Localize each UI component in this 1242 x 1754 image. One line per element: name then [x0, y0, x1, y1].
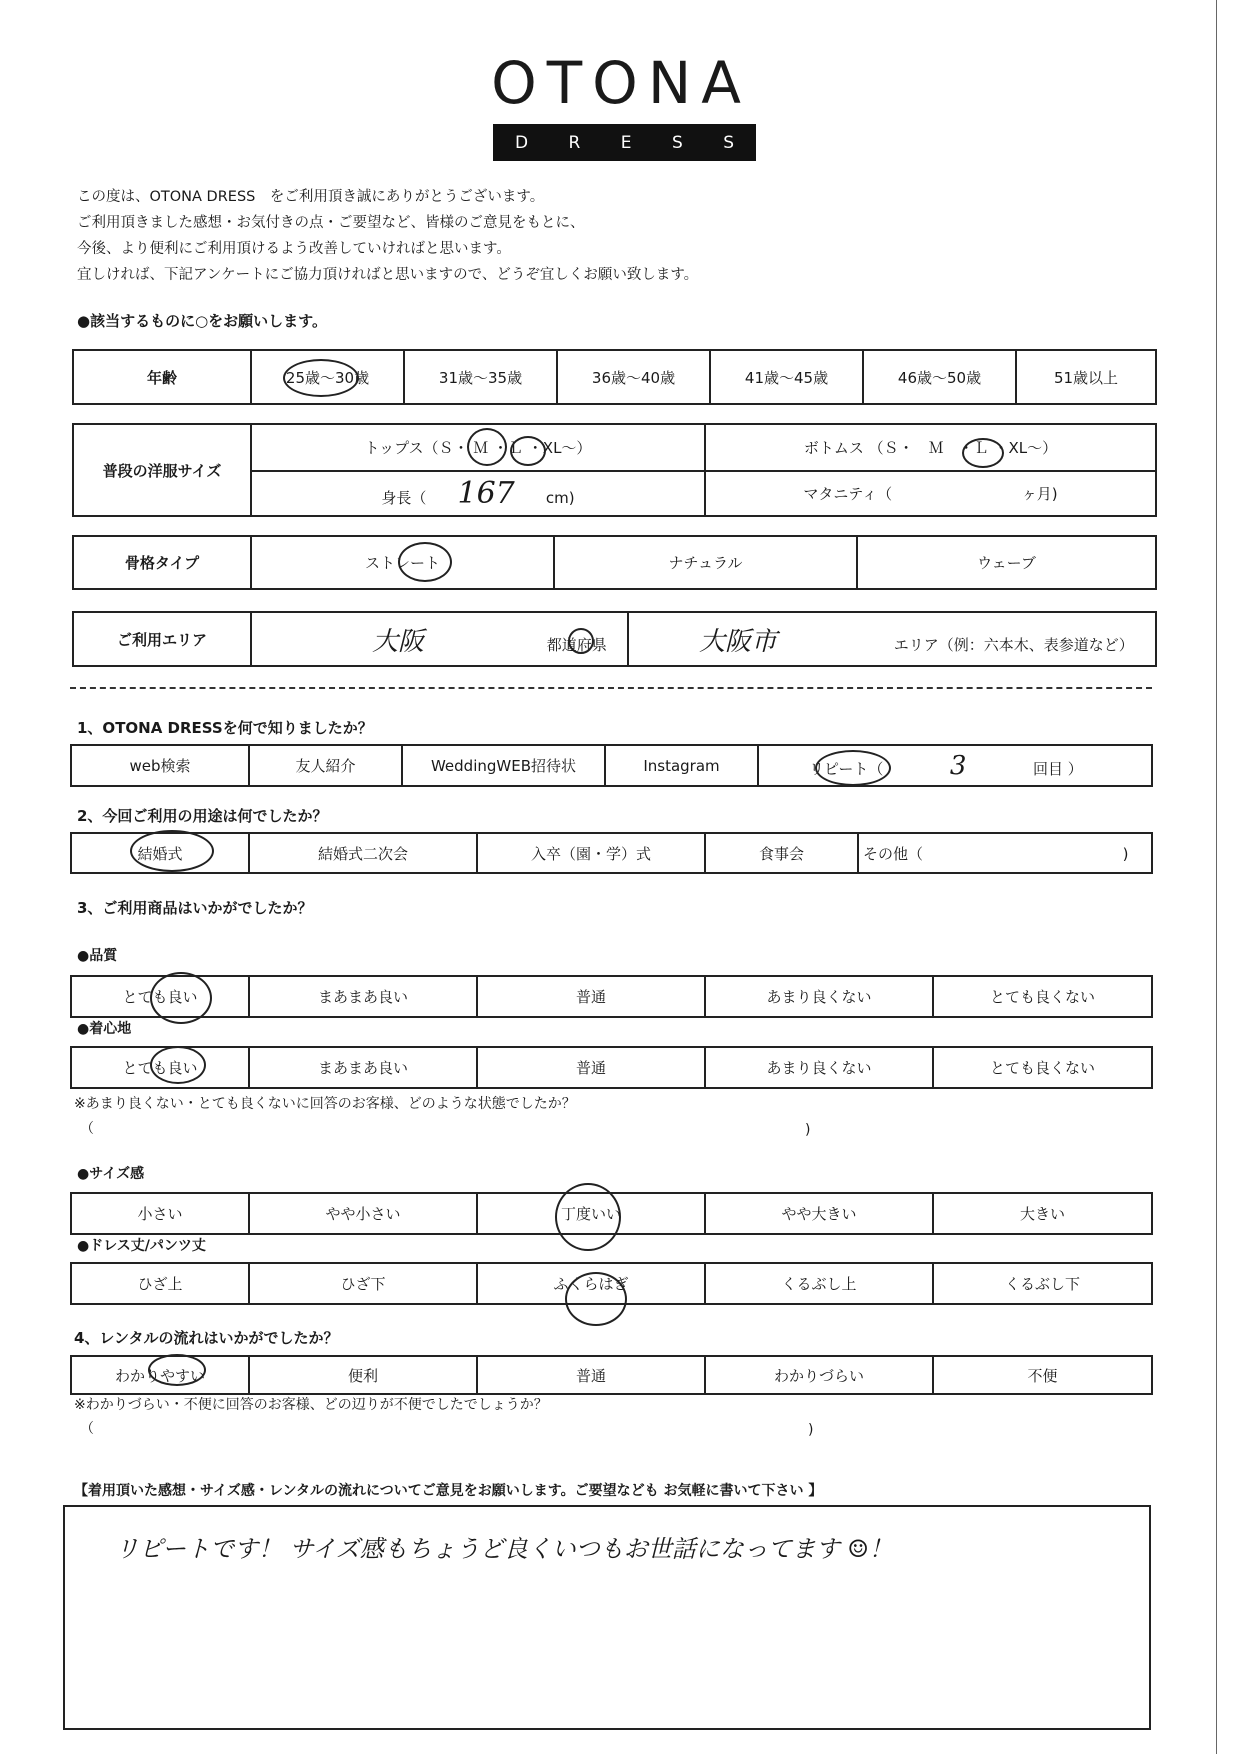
- comfort-label: ●着心地: [77, 1021, 132, 1037]
- selection-circle: [467, 428, 507, 466]
- prefecture-suffix: 都道府県: [546, 635, 607, 654]
- fit-option[interactable]: 丁度いい: [477, 1193, 705, 1234]
- q2-title: 2、今回ご利用の用途は何でしたか？: [77, 807, 328, 825]
- quality-label: ●品質: [77, 948, 118, 964]
- body-type-table: [72, 535, 1157, 590]
- fit-option[interactable]: 大きい: [933, 1193, 1152, 1234]
- fit-option[interactable]: 小さい: [71, 1193, 249, 1234]
- size-label: 普段の洋服サイズ: [73, 424, 251, 516]
- city-value: 大阪市: [699, 626, 778, 657]
- length-option[interactable]: くるぶし上: [705, 1263, 933, 1304]
- brand-logo-word: OTONA: [491, 49, 751, 117]
- logo-letter: S: [671, 132, 683, 153]
- prefecture-value: 大阪: [372, 626, 425, 657]
- q4-option[interactable]: 普通: [477, 1356, 705, 1394]
- intro-line: この度は、OTONA DRESS をご利用頂き誠にありがとうございます。: [77, 189, 545, 205]
- quality-option[interactable]: 普通: [477, 976, 705, 1017]
- selection-circle: [150, 1046, 206, 1084]
- q3-title: 3、ご利用商品はいかがでしたか？: [77, 899, 313, 917]
- q2-option[interactable]: 結婚式二次会: [249, 833, 477, 873]
- logo-letter: D: [515, 132, 529, 153]
- area-hint: エリア（例：六本木、表参道など）: [893, 635, 1134, 654]
- other-label: その他（: [863, 844, 924, 863]
- logo-letter: S: [723, 132, 734, 153]
- free-comment-answer: リピートです！ サイズ感もちょうど良くいつもお世話になってます ☺！: [115, 1535, 893, 1563]
- maternity-label: マタニティ（: [803, 485, 893, 503]
- paren-close: ): [808, 1422, 814, 1438]
- comfort-table: [70, 1046, 1153, 1089]
- q2-option[interactable]: 結婚式: [71, 833, 249, 873]
- age-option[interactable]: 36歳～40歳: [557, 350, 710, 404]
- length-label: ●ドレス丈/パンツ丈: [77, 1238, 206, 1254]
- logo-letter: R: [568, 132, 581, 153]
- paren-open: （: [80, 1121, 94, 1137]
- brand-logo-bar: [493, 124, 756, 161]
- selection-circle: [148, 1354, 206, 1386]
- q1-option[interactable]: 友人紹介: [249, 745, 402, 786]
- age-option[interactable]: 31歳～35歳: [404, 350, 557, 404]
- q4-option[interactable]: わかりづらい: [705, 1356, 933, 1394]
- comfort-option[interactable]: あまり良くない: [705, 1047, 933, 1088]
- q3-note: ※あまり良くない・とても良くないに回答のお客様、どのような状態でしたか？: [74, 1096, 576, 1112]
- repeat-count: 3: [949, 750, 967, 781]
- body-type-option[interactable]: ナチュラル: [554, 536, 857, 589]
- select-heading: ●該当するものに○をお願いします。: [77, 312, 327, 330]
- age-table: [72, 349, 1157, 405]
- height-value: 167: [457, 476, 515, 511]
- intro-line: 宜しければ、下記アンケートにご協力頂ければと思いますので、どうぞ宜しくお願い致します。: [77, 267, 699, 283]
- q4-option[interactable]: 便利: [249, 1356, 477, 1394]
- q2-option[interactable]: 食事会: [705, 833, 858, 873]
- selection-circle: [555, 1183, 621, 1251]
- free-heading: 【着用頂いた感想・サイズ感・レンタルの流れについてご意見をお願いします。ご要望なども お気軽に書いて下さい 】: [74, 1483, 823, 1499]
- selection-circle: [962, 438, 1004, 468]
- selection-circle: [283, 359, 359, 397]
- quality-option[interactable]: とても良い: [71, 976, 249, 1017]
- height-label: 身長（: [381, 489, 427, 507]
- paren-close: ): [805, 1122, 811, 1138]
- quality-table: [70, 975, 1153, 1018]
- q1-option[interactable]: web検索: [71, 745, 249, 786]
- intro-line: 今後、より便利にご利用頂けるよう改善していければと思います。: [77, 241, 511, 257]
- q4-note: ※わかりづらい・不便に回答のお客様、どの辺りが不便でしたでしょうか？: [74, 1397, 548, 1413]
- repeat-label: リピート（: [809, 759, 884, 778]
- paren-open: （: [80, 1421, 94, 1437]
- bottoms-size[interactable]: ボトムス （Ｓ・ Ｍ ・Ｌ ・XL～）: [705, 424, 1156, 471]
- q4-option[interactable]: 不便: [933, 1356, 1152, 1394]
- body-type-option[interactable]: ウェーブ: [857, 536, 1156, 589]
- q2-option[interactable]: 入卒（園・学）式: [477, 833, 705, 873]
- comfort-option[interactable]: とても良い: [71, 1047, 249, 1088]
- length-option[interactable]: ふくらはぎ: [477, 1263, 705, 1304]
- logo-letter: E: [620, 132, 632, 153]
- q1-option[interactable]: WeddingWEB招待状: [402, 745, 605, 786]
- age-option[interactable]: 41歳～45歳: [710, 350, 863, 404]
- comfort-option[interactable]: とても良くない: [933, 1047, 1152, 1088]
- free-comment-box[interactable]: [63, 1505, 1151, 1730]
- selection-circle: [130, 830, 214, 872]
- selection-circle: [150, 972, 212, 1024]
- intro-line: ご利用頂きました感想・お気付きの点・ご要望など、皆様のご意見をもとに、: [77, 215, 585, 231]
- scan-edge-line: [1216, 0, 1217, 1754]
- comfort-option[interactable]: 普通: [477, 1047, 705, 1088]
- q2-option-other[interactable]: [858, 833, 1152, 873]
- repeat-suffix: 回目 ）: [1032, 759, 1083, 778]
- maternity-unit: ヶ月): [1021, 485, 1058, 503]
- maternity-field[interactable]: [705, 471, 1156, 516]
- area-table: [72, 611, 1157, 667]
- intro-text: [77, 184, 698, 288]
- q1-title: 1、OTONA DRESSを何で知りましたか？: [77, 719, 373, 737]
- area-label: ご利用エリア: [73, 612, 251, 666]
- length-option[interactable]: ひざ上: [71, 1263, 249, 1304]
- q2-table: [70, 832, 1153, 874]
- age-option[interactable]: 46歳～50歳: [863, 350, 1016, 404]
- q1-option[interactable]: Instagram: [605, 745, 758, 786]
- length-option[interactable]: くるぶし下: [933, 1263, 1152, 1304]
- q4-table: [70, 1355, 1153, 1395]
- length-option[interactable]: ひざ下: [249, 1263, 477, 1304]
- tops-size[interactable]: トップス（Ｓ・ Ｍ ・Ｌ ・XL～）: [251, 424, 705, 471]
- height-field[interactable]: [251, 471, 705, 516]
- body-type-option[interactable]: ストレート: [251, 536, 554, 589]
- selection-circle: [565, 1272, 627, 1326]
- fit-option[interactable]: やや大きい: [705, 1193, 933, 1234]
- quality-option[interactable]: まあまあ良い: [249, 976, 477, 1017]
- selection-circle: [510, 436, 546, 466]
- fit-label: ●サイズ感: [77, 1166, 145, 1182]
- quality-option[interactable]: あまり良くない: [705, 976, 933, 1017]
- selection-circle: [815, 750, 891, 786]
- q4-title: 4、レンタルの流れはいかがでしたか？: [74, 1329, 339, 1347]
- size-table: [72, 423, 1157, 517]
- q4-option[interactable]: わかりやすい: [71, 1356, 249, 1394]
- section-divider: [70, 687, 1152, 689]
- comfort-option[interactable]: まあまあ良い: [249, 1047, 477, 1088]
- body-type-label: 骨格タイプ: [73, 536, 251, 589]
- selection-circle: [568, 628, 594, 654]
- age-option[interactable]: 25歳～30歳: [251, 350, 404, 404]
- selection-circle: [398, 542, 452, 582]
- quality-option[interactable]: とても良くない: [933, 976, 1152, 1017]
- other-close: ): [1122, 844, 1129, 863]
- age-label: 年齢: [73, 350, 251, 404]
- fit-option[interactable]: やや小さい: [249, 1193, 477, 1234]
- age-option[interactable]: 51歳以上: [1016, 350, 1156, 404]
- q1-table: [70, 744, 1153, 787]
- city-field[interactable]: [628, 612, 1156, 666]
- height-unit: cm): [545, 489, 575, 507]
